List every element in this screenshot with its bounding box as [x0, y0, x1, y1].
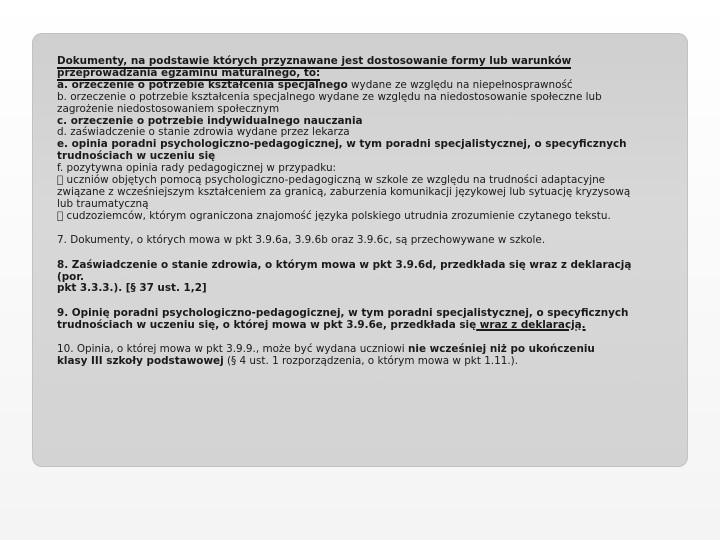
item-b-line-2: zagrożenie niedostosowaniem społecznym — [57, 102, 280, 115]
item-f: f. pozytywna opinia rady pedagogicznej w przypadku: — [57, 162, 337, 175]
point-8-line-2: (por. — [57, 270, 84, 283]
heading-text-2: przeprowadzania egzaminu maturalnego, to: — [57, 66, 321, 79]
item-c: c. orzeczenie o potrzebie indywidualnego nauczania — [57, 114, 363, 127]
item-a-bold: a. orzeczenie o potrzebie kształcenia specjalnego — [57, 78, 348, 91]
item-d: d. zaświadczenie o stanie zdrowia wydane przez lekarza — [57, 126, 350, 139]
item-f1-line-2: związane z wcześniejszym kształceniem za granicą, zaburzenia komunikacji językowej lub sytuację kryzysową — [57, 185, 631, 198]
heading-text-1: Dokumenty, na podstawie których przyznawane jest dostosowanie formy lub warunków — [57, 55, 572, 67]
item-e-line-1: e. opinia poradni psychologiczno-pedagogicznej, w tym poradni specjalistycznej, o specyficznych — [57, 138, 627, 151]
point-8-line-1: 8. Zaświadczenie o stanie zdrowia, o którym mowa w pkt 3.9.6d, przedkłada się wraz z deklaracją — [57, 258, 632, 271]
point-9-underlined: wraz z deklaracją. — [476, 318, 586, 331]
point-9-line-1: 9. Opinię poradni psychologiczno-pedagogicznej, w tym poradni specjalistycznej, o specyficznych — [57, 306, 629, 319]
point-10-text: 10. Opinia, o której mowa w pkt 3.9.9., może być wydana uczniowi — [57, 343, 408, 356]
point-7: 7. Dokumenty, o których mowa w pkt 3.9.6a, 3.9.6b oraz 3.9.6c, są przechowywane w szkole. — [57, 234, 546, 247]
item-f2-line-1 — [57, 211, 679, 223]
point-8-line-3: pkt 3.3.3.). [§ 37 ust. 1,2] — [57, 282, 207, 295]
item-a — [57, 80, 679, 92]
point-10-rest: (§ 4 ust. 1 rozporządzenia, o którym mowa w pkt 1.11.). — [223, 355, 518, 368]
item-a-rest: wydane ze względu na niepełnosprawność — [347, 78, 573, 91]
point-10-bold-1: nie wcześniej niż po ukończeniu — [407, 343, 595, 356]
item-b-line-1: b. orzeczenie o potrzebie kształcenia specjalnego wydane ze względu na niedostosowanie społeczne lub — [57, 90, 602, 103]
point-10-bold-2: klasy III szkoły podstawowej — [57, 355, 224, 368]
document-text — [57, 56, 679, 368]
item-f1-text: uczniów objętych pomocą psychologiczno-pedagogiczną w szkole ze względu na trudności adaptacyjne — [57, 174, 596, 187]
point-10-line-2 — [57, 356, 679, 368]
point-9-text: trudnościach w uczeniu się, o której mowa w pkt 3.9.6e, przedkłada się — [57, 318, 477, 331]
item-f1-line-3: lub traumatyczną — [57, 197, 149, 210]
point-9-line-2 — [57, 320, 679, 332]
item-f2-text: cudzoziemców, którym ograniczona znajomość języka polskiego utrudnia zrozumienie czytanego tekstu. — [57, 209, 602, 222]
item-e-line-2: trudnościach w uczeniu się — [57, 150, 216, 163]
